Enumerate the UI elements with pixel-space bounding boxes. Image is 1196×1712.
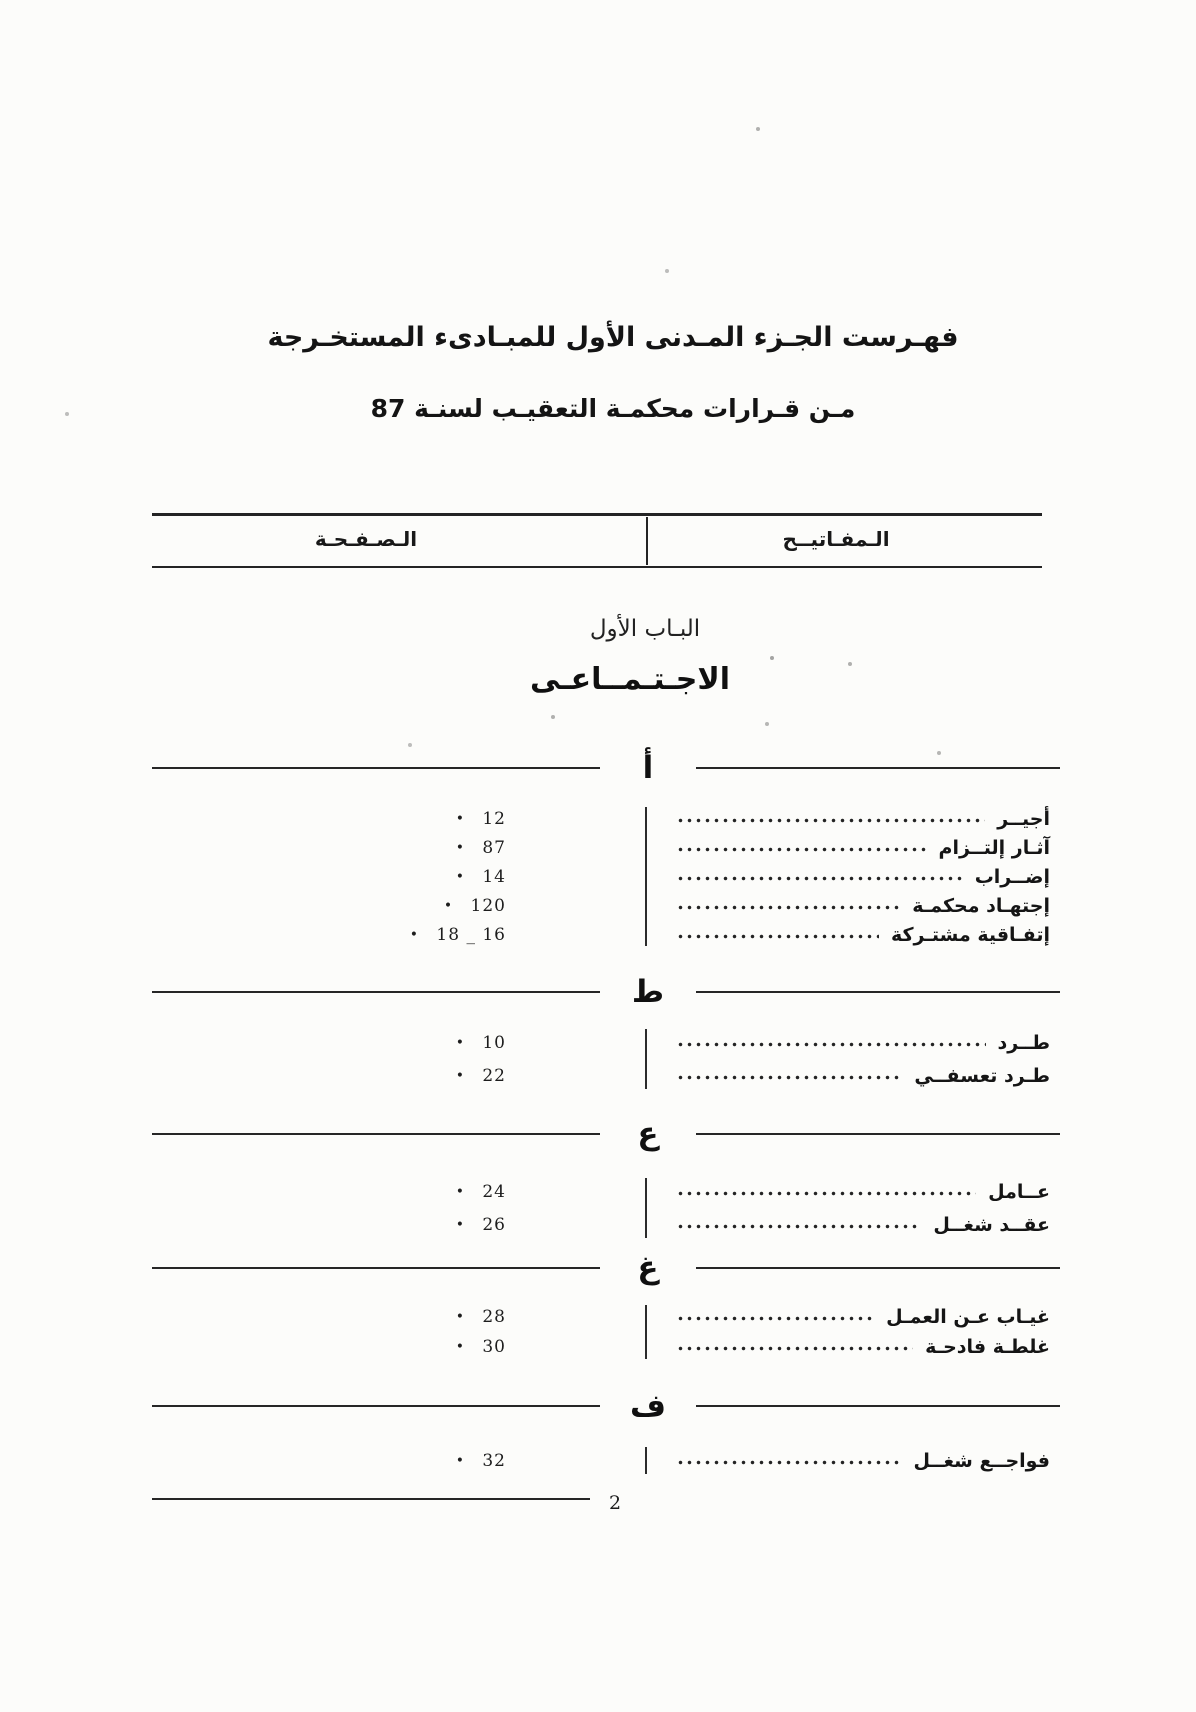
dotted-leader: [676, 1302, 874, 1332]
entry-list: [0, 1175, 1196, 1241]
letter-heading: أ: [642, 750, 654, 786]
entry-page-number: [0, 1302, 506, 1332]
entry-term: طــرد: [997, 1031, 1050, 1054]
letter-divider: [0, 744, 1196, 792]
entry-page-number: [0, 1208, 506, 1241]
bullet-dot: •: [409, 926, 420, 943]
entry-page-number: [0, 804, 506, 833]
entry-page-number: [0, 1444, 506, 1477]
divider-line-right: [696, 1133, 1060, 1135]
index-entry-row: [0, 1208, 1196, 1241]
bullet-dot: •: [455, 1034, 465, 1051]
entry-term: أجيــر: [997, 807, 1050, 830]
dotted-leader: [676, 920, 879, 949]
page-number-value: 12: [475, 808, 506, 829]
index-entry-row: [0, 1302, 1196, 1332]
divider-line-right: [696, 991, 1060, 993]
bullet-dot: •: [455, 1339, 465, 1355]
letter-section: [0, 968, 1196, 1092]
page-number-value: 24: [475, 1181, 506, 1202]
dotted-leader: [676, 1026, 986, 1059]
column-header-keys: الـمفـاتيــح: [782, 527, 890, 551]
entry-term: غيـاب عـن العمـل: [886, 1306, 1050, 1328]
entry-page-number: [0, 920, 506, 949]
letter-heading: ع: [637, 1116, 659, 1152]
entry-term: آثـار إلتــزام: [938, 836, 1050, 859]
table-header-rule-top: [152, 513, 1042, 516]
page-number-value: 26: [475, 1214, 506, 1235]
divider-line-left: [152, 1405, 600, 1407]
entry-term-line: [676, 804, 1050, 833]
dotted-leader: [676, 891, 900, 920]
divider-line-left: [152, 1133, 600, 1135]
entry-list: [0, 1026, 1196, 1092]
entry-term-line: [676, 1302, 1050, 1332]
entry-term: إضــراب: [974, 865, 1050, 888]
entry-term-line: [676, 1332, 1050, 1362]
index-entry-row: [0, 833, 1196, 862]
page-number-value: 87: [475, 837, 506, 858]
entry-term-line: [676, 891, 1050, 920]
letter-section: [0, 1382, 1196, 1477]
page-number-value: 10: [475, 1032, 506, 1053]
scan-specks: [0, 0, 2, 2]
entry-term-line: [676, 833, 1050, 862]
divider-line-left: [152, 1267, 600, 1269]
entry-term: إجتهـاد محكمـة: [912, 894, 1050, 917]
entry-page-number: [0, 833, 506, 862]
entry-term-line: [676, 1175, 1050, 1208]
index-entry-row: [0, 920, 1196, 949]
entry-list: [0, 1444, 1196, 1477]
bullet-dot: •: [455, 1309, 465, 1325]
index-title-line1: فهـرست الجـزء المـدنى الأول للمبـادىء المستخـرجة: [267, 322, 959, 353]
entry-page-number: [0, 891, 506, 920]
letter-divider: [0, 1382, 1196, 1430]
page-number-value: 22: [475, 1065, 506, 1086]
letter-heading: ط: [631, 974, 665, 1010]
index-entry-row: [0, 1332, 1196, 1362]
entry-term-line: [676, 1208, 1050, 1241]
index-entry-row: [0, 804, 1196, 833]
letter-heading: ف: [629, 1388, 666, 1424]
letter-divider: [0, 1110, 1196, 1158]
entry-term: عــامل: [988, 1180, 1050, 1203]
bullet-dot: •: [455, 1216, 465, 1233]
entry-page-number: [0, 1026, 506, 1059]
dotted-leader: [676, 804, 985, 833]
table-header-rule-bottom: [152, 566, 1042, 568]
index-entry-row: [0, 1175, 1196, 1208]
column-header-page: الـصـفـحـة: [314, 527, 418, 551]
page-number-value: 30: [475, 1337, 506, 1357]
bullet-dot: •: [455, 839, 465, 856]
entry-term-line: [676, 1026, 1050, 1059]
chapter-title: البـاب الأول: [589, 616, 701, 642]
entry-term: غلطـة فادحـة: [925, 1336, 1050, 1358]
page-number-value: 18 _ 16: [430, 924, 506, 945]
letter-section: [0, 1110, 1196, 1241]
bullet-dot: •: [455, 1183, 465, 1200]
entry-term: إتفـاقية مشتـركة: [890, 923, 1050, 946]
dotted-leader: [676, 862, 963, 891]
entry-list: [0, 804, 1196, 949]
dotted-leader: [676, 1059, 902, 1092]
dotted-leader: [676, 1444, 902, 1477]
bottom-partial-rule: [152, 1498, 590, 1500]
bullet-dot: •: [455, 1452, 465, 1469]
index-entry-row: [0, 862, 1196, 891]
page-number-value: 28: [475, 1307, 506, 1327]
entry-term-line: [676, 1444, 1050, 1477]
bullet-dot: •: [455, 1067, 465, 1084]
letter-divider: [0, 968, 1196, 1016]
dotted-leader: [676, 1208, 921, 1241]
entry-page-number: [0, 862, 506, 891]
bullet-dot: •: [443, 897, 454, 914]
entry-list: [0, 1302, 1196, 1362]
index-entry-row: [0, 1444, 1196, 1477]
chapter-subtitle: الاجـتـمــاعـى: [530, 662, 730, 697]
entry-term: طـرد تعسفــي: [914, 1064, 1050, 1087]
entry-term: فواجــع شغــل: [913, 1449, 1050, 1472]
letter-heading: غ: [637, 1250, 659, 1286]
index-title-line2: مـن قـرارات محكمـة التعقيـب لسنـة 87: [370, 394, 856, 423]
bullet-dot: •: [455, 810, 465, 827]
divider-line-right: [696, 1267, 1060, 1269]
divider-line-left: [152, 767, 600, 769]
bullet-dot: •: [455, 868, 465, 885]
table-header-column-divider: [646, 517, 648, 565]
entry-page-number: [0, 1175, 506, 1208]
divider-line-right: [696, 767, 1060, 769]
index-entry-row: [0, 891, 1196, 920]
page-number-value: 14: [475, 866, 506, 887]
dotted-leader: [676, 833, 927, 862]
letter-divider: [0, 1244, 1196, 1292]
letter-section: [0, 1244, 1196, 1362]
entry-term-line: [676, 920, 1050, 949]
index-entry-row: [0, 1059, 1196, 1092]
divider-line-right: [696, 1405, 1060, 1407]
dotted-leader: [676, 1175, 976, 1208]
index-entry-row: [0, 1026, 1196, 1059]
letter-section: [0, 744, 1196, 949]
entry-term-line: [676, 1059, 1050, 1092]
entry-page-number: [0, 1332, 506, 1362]
folio-page-number: 2: [608, 1492, 622, 1514]
page-number-value: 120: [464, 895, 506, 916]
entry-term-line: [676, 862, 1050, 891]
page-number-value: 32: [475, 1450, 506, 1471]
entry-page-number: [0, 1059, 506, 1092]
entry-term: عقــد شغــل: [933, 1213, 1050, 1236]
divider-line-left: [152, 991, 600, 993]
dotted-leader: [676, 1332, 913, 1362]
